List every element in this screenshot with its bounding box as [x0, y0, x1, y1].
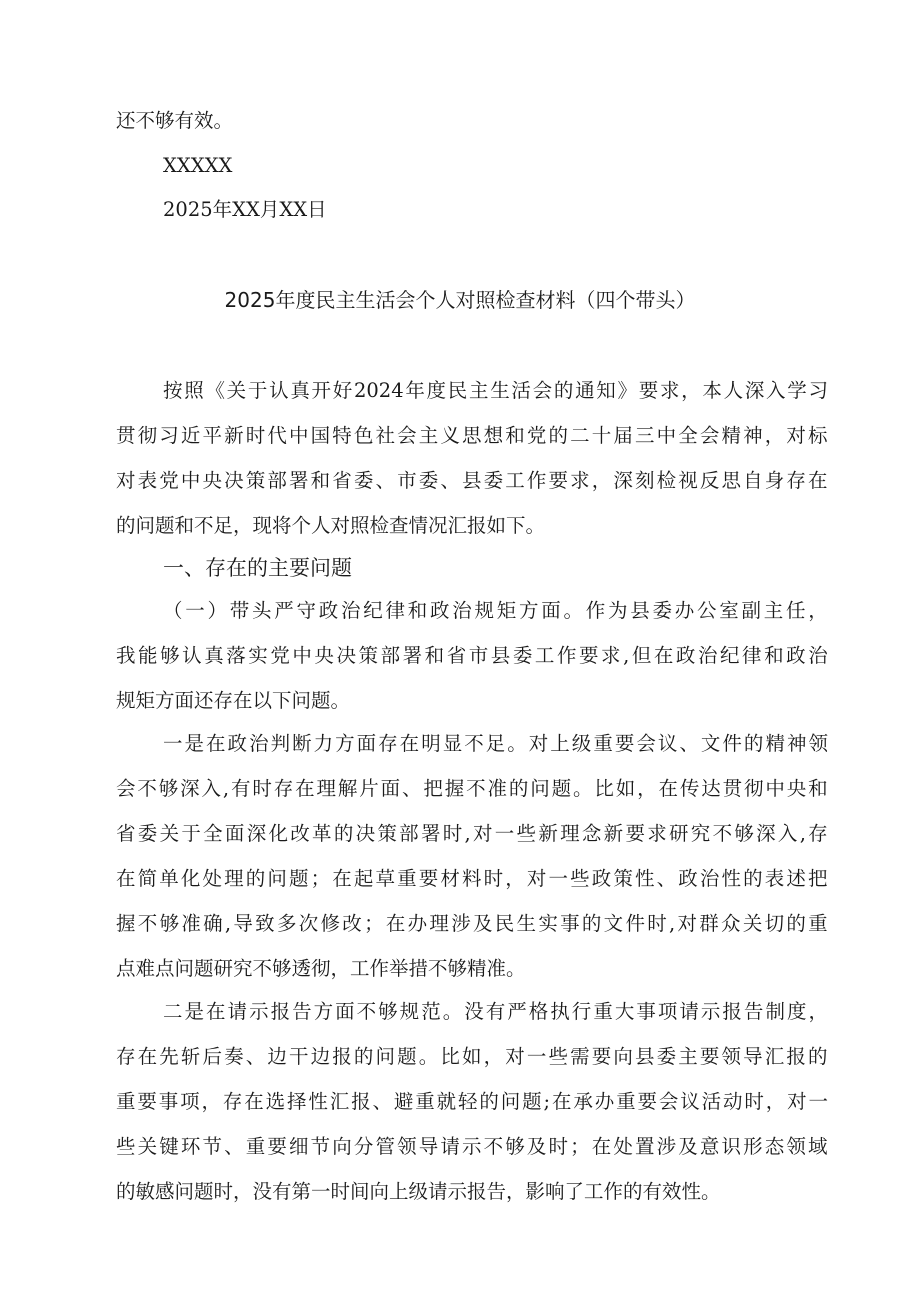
previous-text-tail: 还不够有效。 [116, 109, 234, 132]
subsection-line: 规矩方面还存在以下问题。 [116, 689, 351, 712]
intro-line: 按 照 《 关 于 认 真 开 好 2024 年 度 民 主 生 活 会 的 通 知 》 要 求 ， 本 人 深 入 学 习 [163, 379, 828, 402]
point1-line: 点难点问题研究不够透彻，工作举措不够精准。 [116, 957, 526, 980]
intro-line: 贯 彻 习 近 平 新 时 代 中 国 特 色 社 会 主 义 思 想 和 党 的 二 十 届 三 中 全 会 精 神 ， 对 标 [116, 424, 828, 447]
document-title: 2025年度民主生活会个人对照检查材料（四个带头） [224, 288, 696, 312]
point2-line: 存 在 先 斩 后 奏 、 边 干 边 报 的 问 题 。 比 如 ， 对 一 些 需 要 向 县 委 主 要 领 导 汇 报 的 [116, 1045, 828, 1068]
point1-line: 会 不 够 深 入 , 有 时 存 在 理 解 片 面 、 把 握 不 准 的 问 题 。 比 如 ， 在 传 达 贯 彻 中 央 和 [116, 777, 828, 800]
point1-line: 省 委 关 于 全 面 深 化 改 革 的 决 策 部 署 时 , 对 一 些 新 理 念 新 要 求 研 究 不 够 深 入 , 存 [116, 822, 828, 845]
point1-line: 在 简 单 化 处 理 的 问 题 ； 在 起 草 重 要 材 料 时 ， 对 一 些 政 策 性 、 政 治 性 的 表 述 把 [116, 867, 828, 890]
subsection-line: 我 能 够 认 真 落 实 党 中 央 决 策 部 署 和 省 市 县 委 工 作 要 求 , 但 在 政 治 纪 律 和 政 治 [116, 644, 828, 667]
signature-name: XXXXX [163, 154, 233, 177]
subsection-line: （ 一 ） 带 头 严 守 政 治 纪 律 和 政 治 规 矩 方 面 。 作 为 县 委 办 公 室 副 主 任 ， [163, 599, 828, 622]
point2-line: 的敏感问题时，没有第一时间向上级请示报告，影响了工作的有效性。 [116, 1180, 721, 1203]
intro-line: 对 表 党 中 央 决 策 部 署 和 省 委 、 市 委 、 县 委 工 作 要 求 ， 深 刻 检 视 反 思 自 身 存 在 [116, 469, 828, 492]
signature-date: 2025年XX月XX日 [163, 198, 327, 221]
intro-line: 的问题和不足，现将个人对照检查情况汇报如下。 [116, 514, 546, 537]
point2-line: 二 是 在 请 示 报 告 方 面 不 够 规 范 。 没 有 严 格 执 行 重 大 事 项 请 示 报 告 制 度 ， [163, 1000, 828, 1023]
point1-line: 握 不 够 准 确 , 导 致 多 次 修 改 ； 在 办 理 涉 及 民 生 实 事 的 文 件 时 , 对 群 众 关 切 的 重 [116, 912, 828, 935]
point2-line: 些 关 键 环 节 、 重 要 细 节 向 分 管 领 导 请 示 不 够 及 时 ； 在 处 置 涉 及 意 识 形 态 领 域 [116, 1135, 828, 1158]
section-heading: 一、存在的主要问题 [163, 556, 352, 580]
point2-line: 重 要 事 项 ， 存 在 选 择 性 汇 报 、 避 重 就 轻 的 问 题 ; 在 承 办 重 要 会 议 活 动 时 ， 对 一 [116, 1090, 828, 1113]
point1-line: 一 是 在 政 治 判 断 力 方 面 存 在 明 显 不 足 。 对 上 级 重 要 会 议 、 文 件 的 精 神 领 [163, 732, 828, 755]
